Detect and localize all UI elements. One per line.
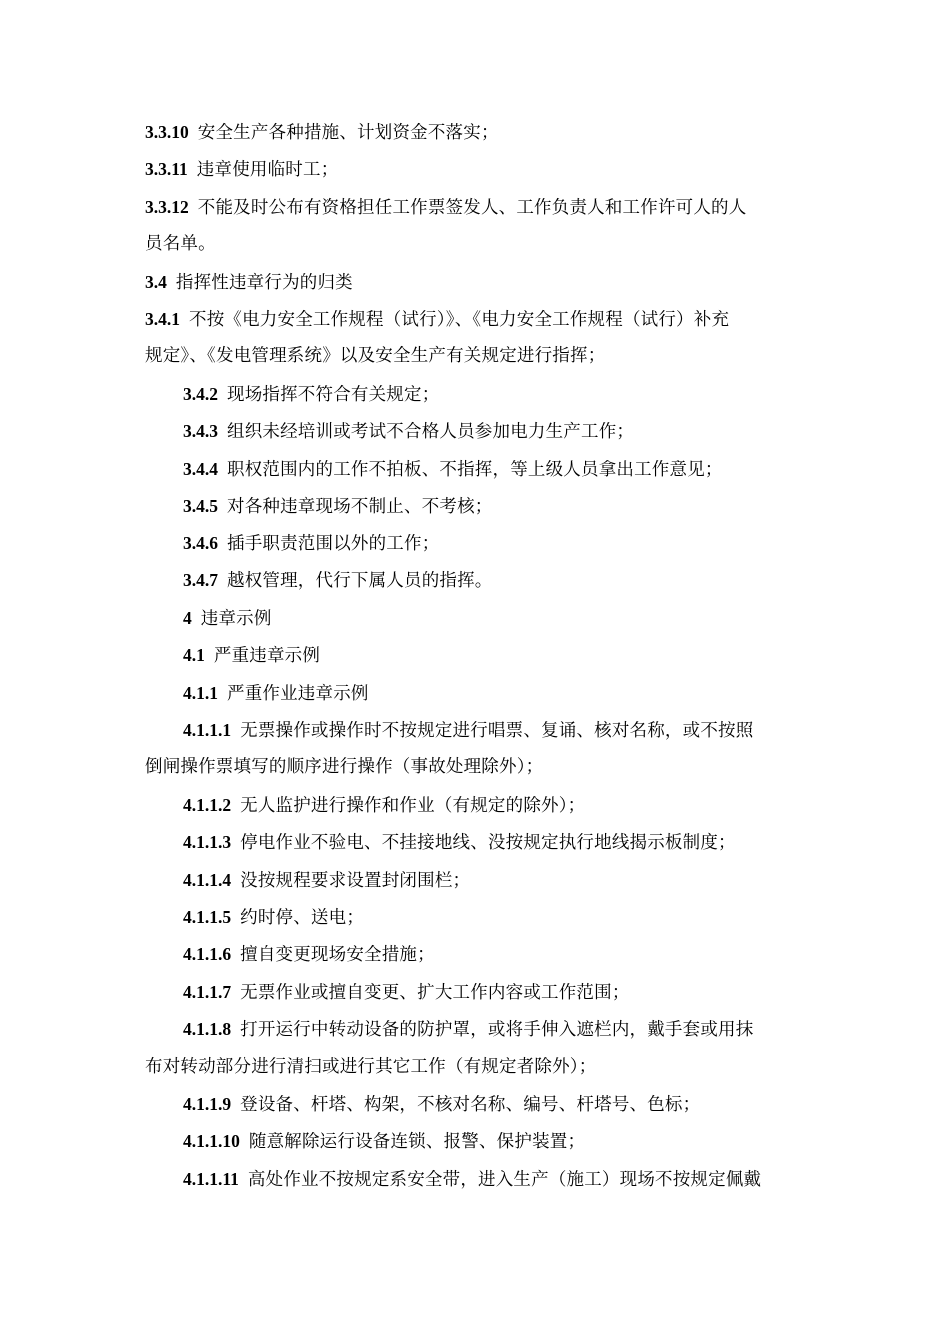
section-number: 4 <box>183 608 192 628</box>
clause-3-4-4 <box>183 454 815 484</box>
clause-text: 违章使用临时工； <box>196 160 339 180</box>
clause-number: 3.4.7 <box>183 570 218 590</box>
clause-4-1-1-2 <box>183 790 815 820</box>
clause-number: 3.4.5 <box>183 496 218 516</box>
clause-number: 4.1.1.5 <box>183 907 232 927</box>
clause-4-1-1-4 <box>183 865 815 895</box>
section-heading-3-4 <box>145 267 815 297</box>
section-number: 4.1 <box>183 645 205 665</box>
clause-continuation <box>145 341 815 371</box>
clause-text: 随意解除运行设备连锁、报警、保护装置； <box>248 1132 586 1152</box>
clause-4-1-1-1 <box>183 715 815 745</box>
clause-text: 打开运行中转动设备的防护罩，或将手伸入遮栏内，戴手套或用抹 <box>240 1020 754 1040</box>
clause-4-1-1-9 <box>183 1089 815 1119</box>
clause-number: 4.1.1.9 <box>183 1094 232 1114</box>
clause-text: 员名单。 <box>145 234 216 254</box>
clause-text: 擅自变更现场安全措施； <box>240 945 435 965</box>
clause-text: 越权管理，代行下属人员的指挥。 <box>227 571 493 591</box>
clause-text: 现场指挥不符合有关规定； <box>227 385 440 405</box>
clause-3-3-12 <box>145 192 815 222</box>
clause-number: 4.1.1.4 <box>183 870 232 890</box>
section-heading-4-1 <box>183 640 815 670</box>
section-heading-4 <box>183 603 815 633</box>
clause-3-3-10 <box>145 117 815 147</box>
clause-text: 不能及时公布有资格担任工作票签发人、工作负责人和工作许可人的人 <box>197 198 747 218</box>
clause-4-1-1-7 <box>183 977 815 1007</box>
clause-number: 3.3.10 <box>145 122 189 142</box>
clause-number: 4.1.1.11 <box>183 1169 239 1189</box>
clause-3-4-3 <box>183 416 815 446</box>
clause-number: 4.1.1.7 <box>183 982 232 1002</box>
clause-number: 3.4.1 <box>145 309 180 329</box>
clause-text: 没按规程要求设置封闭围栏； <box>240 871 471 891</box>
clause-number: 3.3.11 <box>145 159 188 179</box>
section-title: 严重作业违章示例 <box>227 684 369 704</box>
clause-text: 登设备、杆塔、构架，不核对名称、编号、杆塔号、色标； <box>240 1095 701 1115</box>
clause-4-1-1-3 <box>183 827 815 857</box>
clause-text: 无人监护进行操作和作业（有规定的除外）； <box>240 796 586 816</box>
clause-3-3-11 <box>145 154 815 184</box>
clause-number: 4.1.1.10 <box>183 1131 240 1151</box>
clause-3-4-7 <box>183 565 815 595</box>
clause-text: 倒闸操作票填写的顺序进行操作（事故处理除外）； <box>145 757 544 777</box>
section-title: 严重违章示例 <box>213 646 321 666</box>
clause-text: 安全生产各种措施、计划资金不落实； <box>197 123 499 143</box>
clause-text: 规定》、《发电管理系统》以及安全生产有关规定进行指挥； <box>145 346 606 366</box>
clause-3-4-2 <box>183 379 815 409</box>
clause-text: 无票作业或擅自变更、扩大工作内容或工作范围； <box>240 983 630 1003</box>
clause-text: 布对转动部分进行清扫或进行其它工作（有规定者除外）； <box>145 1057 597 1077</box>
clause-text: 组织未经培训或考试不合格人员参加电力生产工作； <box>227 422 635 442</box>
clause-number: 4.1.1.8 <box>183 1019 232 1039</box>
clause-3-4-6 <box>183 528 815 558</box>
clause-continuation <box>145 1052 815 1082</box>
clause-text: 对各种违章现场不制止、不考核； <box>227 497 493 517</box>
clause-4-1-1-10 <box>183 1126 815 1156</box>
clause-number: 3.4.6 <box>183 533 218 553</box>
section-title: 指挥性违章行为的归类 <box>175 273 353 293</box>
clause-number: 3.4.4 <box>183 459 218 479</box>
clause-text: 不按《电力安全工作规程（试行）》、《电力安全工作规程（试行）补充 <box>189 310 730 330</box>
clause-number: 4.1.1.3 <box>183 832 232 852</box>
clause-number: 3.3.12 <box>145 197 189 217</box>
clause-3-4-1 <box>145 304 815 334</box>
clause-number: 4.1.1.6 <box>183 944 232 964</box>
clause-number: 4.1.1.2 <box>183 795 232 815</box>
clause-4-1-1-5 <box>183 902 815 932</box>
clause-text: 职权范围内的工作不拍板、不指挥，等上级人员拿出工作意见； <box>227 460 723 480</box>
clause-number: 4.1.1.1 <box>183 720 232 740</box>
section-title: 违章示例 <box>200 609 272 629</box>
clause-text: 插手职责范围以外的工作； <box>227 534 440 554</box>
clause-number: 3.4.2 <box>183 384 218 404</box>
clause-number: 3.4.3 <box>183 421 218 441</box>
clause-continuation <box>145 229 815 259</box>
clause-text: 约时停、送电； <box>240 908 365 928</box>
section-heading-4-1-1 <box>183 678 815 708</box>
clause-text: 高处作业不按规定系安全带，进入生产（施工）现场不按规定佩戴 <box>247 1170 762 1190</box>
clause-3-4-5 <box>183 491 815 521</box>
clause-4-1-1-8 <box>183 1014 815 1044</box>
section-number: 4.1.1 <box>183 683 218 703</box>
clause-continuation <box>145 752 815 782</box>
section-number: 3.4 <box>145 272 167 292</box>
clause-4-1-1-6 <box>183 939 815 969</box>
clause-text: 停电作业不验电、不挂接地线、没按规定执行地线揭示板制度； <box>240 833 736 853</box>
clause-4-1-1-11 <box>183 1164 815 1194</box>
clause-text: 无票操作或操作时不按规定进行唱票、复诵、核对名称，或不按照 <box>240 721 754 741</box>
